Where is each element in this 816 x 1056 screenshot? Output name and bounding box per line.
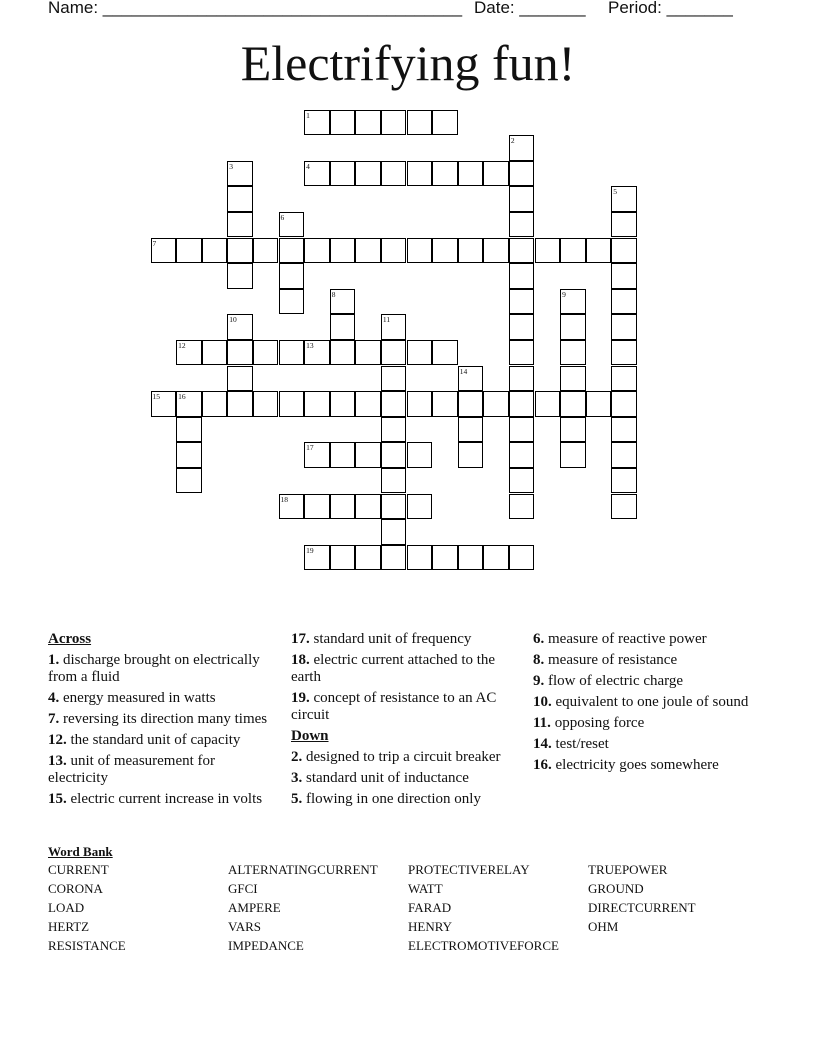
grid-cell[interactable]	[509, 238, 535, 264]
clue-number: 9	[562, 289, 566, 299]
clue-across-4: 4. energy measured in watts	[48, 690, 216, 706]
grid-cell[interactable]	[509, 545, 535, 571]
word-bank-item: OHM	[588, 919, 619, 934]
clues-column-3	[533, 631, 773, 778]
grid-cell[interactable]	[509, 212, 535, 238]
grid-cell[interactable]	[611, 263, 637, 289]
grid-cell[interactable]	[611, 494, 637, 520]
grid-cell[interactable]	[330, 442, 356, 468]
grid-cell[interactable]	[611, 289, 637, 315]
clue-number: 12	[178, 340, 186, 350]
clue-number: 15	[152, 392, 160, 402]
grid-cell[interactable]	[560, 442, 586, 468]
grid-cell[interactable]	[407, 238, 433, 264]
grid-cell[interactable]	[227, 340, 253, 366]
word-bank-title: Word Bank	[48, 844, 113, 859]
grid-cell[interactable]	[330, 391, 356, 417]
word-bank-item: WATT	[408, 881, 443, 896]
grid-cell[interactable]	[458, 417, 484, 443]
grid-cell[interactable]	[509, 314, 535, 340]
across-heading: Across	[48, 631, 92, 647]
word-bank-item: RESISTANCE	[48, 938, 126, 953]
grid-cell[interactable]	[330, 161, 356, 187]
clue-down-2: 2. designed to trip a circuit breaker	[291, 749, 501, 765]
grid-cell[interactable]	[432, 161, 458, 187]
grid-cell[interactable]	[355, 110, 381, 136]
grid-cell[interactable]	[560, 314, 586, 340]
grid-cell[interactable]	[407, 161, 433, 187]
clue-down-5: 5. flowing in one direction only	[291, 791, 481, 807]
grid-cell[interactable]	[407, 545, 433, 571]
grid-cell[interactable]	[304, 110, 330, 136]
grid-cell[interactable]	[560, 391, 586, 417]
clue-down-8: 8. measure of resistance	[533, 652, 678, 668]
grid-cell[interactable]	[458, 161, 484, 187]
grid-cell[interactable]	[304, 161, 330, 187]
grid-cell[interactable]	[407, 391, 433, 417]
word-bank-item: LOAD	[48, 900, 85, 915]
clues-column-1	[48, 631, 273, 812]
grid-cell[interactable]	[279, 263, 305, 289]
grid-cell[interactable]	[509, 263, 535, 289]
grid-cell[interactable]	[432, 340, 458, 366]
grid-cell[interactable]	[355, 161, 381, 187]
grid-cell[interactable]	[381, 417, 407, 443]
grid-cell[interactable]	[304, 442, 330, 468]
grid-cell[interactable]	[304, 494, 330, 520]
word-bank-item: DIRECTCURRENT	[588, 900, 696, 915]
grid-cell[interactable]	[381, 314, 407, 340]
grid-cell[interactable]	[330, 545, 356, 571]
period-field: Period: _______	[608, 0, 733, 17]
grid-cell[interactable]	[509, 366, 535, 392]
grid-cell[interactable]	[202, 340, 228, 366]
grid-cell[interactable]	[355, 238, 381, 264]
grid-cell[interactable]	[509, 289, 535, 315]
grid-cell[interactable]	[483, 545, 509, 571]
grid-cell[interactable]	[279, 340, 305, 366]
grid-cell[interactable]	[176, 340, 202, 366]
word-bank-list	[48, 860, 788, 960]
clue-number: 5	[613, 187, 618, 197]
grid-cell[interactable]	[227, 212, 253, 238]
grid-cell[interactable]	[586, 391, 612, 417]
grid-cell[interactable]	[330, 110, 356, 136]
grid-cell[interactable]	[381, 468, 407, 494]
grid-cell[interactable]	[509, 340, 535, 366]
grid-cell[interactable]	[355, 340, 381, 366]
grid-cell[interactable]	[253, 340, 279, 366]
word-bank-item: TRUEPOWER	[588, 862, 668, 877]
clue-number: 7	[152, 238, 157, 248]
word-bank-item: HENRY	[408, 919, 453, 934]
grid-cell[interactable]	[202, 391, 228, 417]
grid-cell[interactable]	[560, 340, 586, 366]
word-bank-item: PROTECTIVERELAY	[408, 862, 530, 877]
grid-cell[interactable]	[560, 238, 586, 264]
clue-number: 10	[229, 315, 237, 325]
grid-cell[interactable]	[176, 442, 202, 468]
grid-cell[interactable]	[381, 519, 407, 545]
clue-number: 11	[382, 315, 391, 325]
grid-cell[interactable]	[407, 110, 433, 136]
clue-number: 4	[306, 161, 310, 171]
grid-cell[interactable]	[586, 238, 612, 264]
word-bank-item: ALTERNATINGCURRENT	[228, 862, 378, 877]
word-bank-item: FARAD	[408, 900, 452, 915]
clue-down-6: 6. measure of reactive power	[533, 631, 707, 647]
clue-across-12: 12. the standard unit of capacity	[48, 732, 241, 748]
grid-cell[interactable]	[279, 289, 305, 315]
grid-cell[interactable]	[279, 212, 305, 238]
grid-cell[interactable]	[176, 238, 202, 264]
clue-across-17: 17. standard unit of frequency	[291, 631, 472, 647]
grid-cell[interactable]	[560, 289, 586, 315]
clue-number: 17	[306, 443, 314, 453]
clue-down-11: 11. opposing force	[533, 715, 645, 731]
grid-cell[interactable]	[560, 366, 586, 392]
grid-cell[interactable]	[483, 391, 509, 417]
grid-cell[interactable]	[304, 238, 330, 264]
clue-number: 8	[331, 289, 336, 299]
grid-cell[interactable]	[432, 238, 458, 264]
date-field: Date: _______	[474, 0, 586, 17]
grid-cell[interactable]	[227, 186, 253, 212]
grid-cell[interactable]	[176, 468, 202, 494]
clue-down-10: 10. equivalent to one joule of sound	[533, 694, 749, 710]
clues-column-2	[291, 631, 511, 812]
grid-cell[interactable]	[381, 545, 407, 571]
grid-cell[interactable]	[509, 135, 535, 161]
clue-down-3: 3. standard unit of inductance	[291, 770, 469, 786]
grid-cell[interactable]	[151, 391, 177, 417]
grid-cell[interactable]	[611, 391, 637, 417]
grid-cell[interactable]	[407, 340, 433, 366]
grid-cell[interactable]	[560, 417, 586, 443]
page-title: Electrifying fun!	[240, 35, 576, 91]
name-field: Name: ______________________________________	[48, 0, 463, 17]
grid-cell[interactable]	[381, 442, 407, 468]
grid-cell[interactable]	[381, 238, 407, 264]
grid-cell[interactable]	[279, 494, 305, 520]
grid-cell[interactable]	[330, 494, 356, 520]
grid-cell[interactable]	[509, 417, 535, 443]
word-bank-item: GFCI	[228, 881, 258, 896]
grid-cell[interactable]	[304, 340, 330, 366]
word-bank-item: CURRENT	[48, 862, 109, 877]
grid-cell[interactable]	[330, 238, 356, 264]
grid-cell[interactable]	[176, 391, 202, 417]
grid-cell[interactable]	[202, 238, 228, 264]
grid-cell[interactable]	[227, 314, 253, 340]
clue-number: 3	[229, 161, 234, 171]
word-bank-item: HERTZ	[48, 919, 90, 934]
grid-cell[interactable]	[611, 468, 637, 494]
clue-number: 6	[280, 212, 285, 222]
grid-cell[interactable]	[611, 314, 637, 340]
clue-number: 14	[459, 366, 468, 376]
grid-cell[interactable]	[432, 391, 458, 417]
grid-cell[interactable]	[509, 468, 535, 494]
word-bank-item: ELECTROMOTIVEFORCE	[408, 938, 559, 953]
grid-cell[interactable]	[535, 391, 561, 417]
word-bank-item: VARS	[228, 919, 262, 934]
grid-cell[interactable]	[355, 545, 381, 571]
word-bank-item: AMPERE	[228, 900, 281, 915]
grid-cell[interactable]	[458, 391, 484, 417]
grid-cell[interactable]	[611, 442, 637, 468]
word-bank-item: GROUND	[588, 881, 644, 896]
grid-cell[interactable]	[407, 442, 433, 468]
grid-cell[interactable]	[381, 366, 407, 392]
grid-cell[interactable]	[227, 161, 253, 187]
grid-cell[interactable]	[381, 110, 407, 136]
clue-number: 16	[178, 392, 186, 402]
grid-cell[interactable]	[458, 366, 484, 392]
clue-number: 19	[306, 545, 314, 555]
clue-down-14: 14. test/reset	[533, 736, 609, 752]
grid-cell[interactable]	[432, 545, 458, 571]
grid-cell[interactable]	[611, 212, 637, 238]
grid-cell[interactable]	[227, 238, 253, 264]
grid-cell[interactable]	[407, 494, 433, 520]
grid-cell[interactable]	[330, 314, 356, 340]
grid-cell[interactable]	[509, 494, 535, 520]
clue-across-13: 13. unit of measurement for electricity	[48, 753, 216, 786]
grid-cell[interactable]	[611, 186, 637, 212]
grid-cell[interactable]	[304, 391, 330, 417]
grid-cell[interactable]	[483, 238, 509, 264]
grid-cell[interactable]	[381, 161, 407, 187]
grid-cell[interactable]	[227, 263, 253, 289]
word-bank-item: CORONA	[48, 881, 103, 896]
clue-across-19: 19. concept of resistance to an AC circuit	[291, 690, 497, 723]
grid-cell[interactable]	[509, 442, 535, 468]
grid-cell[interactable]	[355, 391, 381, 417]
word-bank-item: IMPEDANCE	[228, 938, 304, 953]
grid-cell[interactable]	[509, 186, 535, 212]
grid-cell[interactable]	[355, 494, 381, 520]
clue-across-15: 15. electric current increase in volts	[48, 791, 263, 807]
grid-cell[interactable]	[458, 238, 484, 264]
grid-cell[interactable]	[381, 391, 407, 417]
clue-number: 2	[510, 136, 515, 146]
grid-cell[interactable]	[279, 391, 305, 417]
grid-cell[interactable]	[176, 417, 202, 443]
grid-cell[interactable]	[611, 238, 637, 264]
grid-cell[interactable]	[458, 545, 484, 571]
grid-cell[interactable]	[611, 340, 637, 366]
grid-cell[interactable]	[509, 161, 535, 187]
clue-number: 1	[306, 110, 310, 120]
grid-cell[interactable]	[227, 391, 253, 417]
grid-cell[interactable]	[304, 545, 330, 571]
grid-cell[interactable]	[611, 417, 637, 443]
clue-number: 18	[280, 494, 288, 504]
grid-cell[interactable]	[381, 494, 407, 520]
grid-cell[interactable]	[330, 340, 356, 366]
grid-cell[interactable]	[330, 289, 356, 315]
grid-cell[interactable]	[151, 238, 177, 264]
grid-cell[interactable]	[432, 110, 458, 136]
clue-number: 13	[306, 340, 314, 350]
clue-down-9: 9. flow of electric charge	[533, 673, 684, 689]
grid-cell[interactable]	[535, 238, 561, 264]
grid-cell[interactable]	[253, 238, 279, 264]
clue-across-7: 7. reversing its direction many times	[48, 711, 268, 727]
grid-cell[interactable]	[509, 391, 535, 417]
grid-cell[interactable]	[483, 161, 509, 187]
grid-cell[interactable]	[611, 366, 637, 392]
grid-cell[interactable]	[381, 340, 407, 366]
grid-cell[interactable]	[458, 442, 484, 468]
clue-across-1: 1. discharge brought on electrically from a fluid	[48, 652, 260, 685]
word-bank	[48, 844, 788, 960]
grid-cell[interactable]	[355, 442, 381, 468]
grid-cell[interactable]	[253, 391, 279, 417]
clue-down-16: 16. electricity goes somewhere	[533, 757, 719, 773]
grid-cell[interactable]	[227, 366, 253, 392]
grid-cell[interactable]	[279, 238, 305, 264]
clue-across-18: 18. electric current attached to the earth	[291, 652, 496, 685]
down-heading: Down	[291, 728, 329, 744]
